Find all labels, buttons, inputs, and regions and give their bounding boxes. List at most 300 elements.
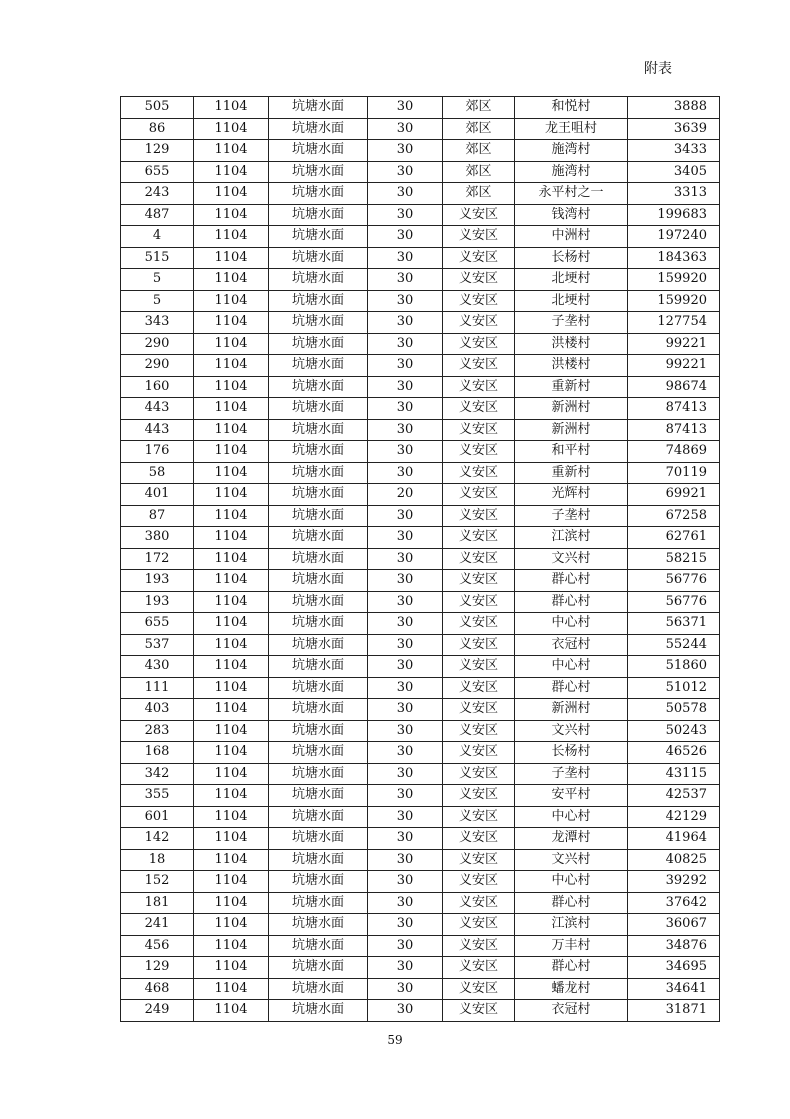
cell-code: 1104 bbox=[194, 204, 269, 226]
cell-id: 193 bbox=[121, 570, 194, 592]
cell-district: 义安区 bbox=[443, 204, 515, 226]
cell-area: 197240 bbox=[628, 226, 720, 248]
table-row bbox=[121, 720, 720, 742]
cell-area: 50578 bbox=[628, 699, 720, 721]
cell-village: 新洲村 bbox=[515, 398, 628, 420]
cell-id: 342 bbox=[121, 763, 194, 785]
cell-village: 重新村 bbox=[515, 376, 628, 398]
cell-land-type: 坑塘水面 bbox=[269, 226, 368, 248]
cell-code: 1104 bbox=[194, 1000, 269, 1022]
cell-id: 283 bbox=[121, 720, 194, 742]
cell-value: 30 bbox=[368, 376, 443, 398]
cell-code: 1104 bbox=[194, 333, 269, 355]
cell-land-type: 坑塘水面 bbox=[269, 742, 368, 764]
cell-village: 中心村 bbox=[515, 656, 628, 678]
cell-district: 义安区 bbox=[443, 591, 515, 613]
cell-id: 249 bbox=[121, 1000, 194, 1022]
table-row bbox=[121, 763, 720, 785]
cell-village: 群心村 bbox=[515, 591, 628, 613]
cell-district: 义安区 bbox=[443, 892, 515, 914]
cell-area: 51012 bbox=[628, 677, 720, 699]
cell-area: 127754 bbox=[628, 312, 720, 334]
cell-district: 义安区 bbox=[443, 806, 515, 828]
cell-id: 181 bbox=[121, 892, 194, 914]
cell-land-type: 坑塘水面 bbox=[269, 849, 368, 871]
cell-code: 1104 bbox=[194, 828, 269, 850]
cell-area: 3405 bbox=[628, 161, 720, 183]
cell-id: 537 bbox=[121, 634, 194, 656]
cell-value: 30 bbox=[368, 441, 443, 463]
cell-area: 74869 bbox=[628, 441, 720, 463]
cell-code: 1104 bbox=[194, 634, 269, 656]
cell-value: 30 bbox=[368, 742, 443, 764]
cell-district: 义安区 bbox=[443, 247, 515, 269]
table-row bbox=[121, 957, 720, 979]
cell-land-type: 坑塘水面 bbox=[269, 505, 368, 527]
cell-village: 长杨村 bbox=[515, 247, 628, 269]
table-row bbox=[121, 806, 720, 828]
cell-village: 新洲村 bbox=[515, 419, 628, 441]
cell-area: 37642 bbox=[628, 892, 720, 914]
cell-id: 152 bbox=[121, 871, 194, 893]
cell-value: 30 bbox=[368, 140, 443, 162]
cell-district: 郊区 bbox=[443, 97, 515, 119]
cell-village: 和悦村 bbox=[515, 97, 628, 119]
cell-code: 1104 bbox=[194, 742, 269, 764]
cell-land-type: 坑塘水面 bbox=[269, 548, 368, 570]
cell-code: 1104 bbox=[194, 548, 269, 570]
cell-id: 505 bbox=[121, 97, 194, 119]
cell-district: 郊区 bbox=[443, 161, 515, 183]
cell-value: 30 bbox=[368, 290, 443, 312]
cell-district: 义安区 bbox=[443, 742, 515, 764]
table-row bbox=[121, 183, 720, 205]
cell-area: 58215 bbox=[628, 548, 720, 570]
table-row bbox=[121, 312, 720, 334]
cell-value: 30 bbox=[368, 699, 443, 721]
table-row bbox=[121, 269, 720, 291]
table-row bbox=[121, 204, 720, 226]
cell-value: 30 bbox=[368, 785, 443, 807]
table-row bbox=[121, 656, 720, 678]
cell-land-type: 坑塘水面 bbox=[269, 785, 368, 807]
cell-area: 184363 bbox=[628, 247, 720, 269]
cell-value: 30 bbox=[368, 957, 443, 979]
cell-area: 39292 bbox=[628, 871, 720, 893]
cell-id: 355 bbox=[121, 785, 194, 807]
cell-id: 58 bbox=[121, 462, 194, 484]
cell-value: 30 bbox=[368, 247, 443, 269]
table-body bbox=[121, 97, 720, 1022]
cell-value: 30 bbox=[368, 828, 443, 850]
cell-village: 文兴村 bbox=[515, 849, 628, 871]
cell-code: 1104 bbox=[194, 398, 269, 420]
cell-district: 义安区 bbox=[443, 548, 515, 570]
cell-village: 江滨村 bbox=[515, 914, 628, 936]
cell-code: 1104 bbox=[194, 806, 269, 828]
cell-land-type: 坑塘水面 bbox=[269, 290, 368, 312]
cell-value: 30 bbox=[368, 871, 443, 893]
cell-id: 4 bbox=[121, 226, 194, 248]
cell-code: 1104 bbox=[194, 441, 269, 463]
cell-village: 衣冠村 bbox=[515, 634, 628, 656]
cell-id: 380 bbox=[121, 527, 194, 549]
cell-area: 3888 bbox=[628, 97, 720, 119]
cell-village: 中心村 bbox=[515, 806, 628, 828]
cell-value: 30 bbox=[368, 720, 443, 742]
cell-district: 郊区 bbox=[443, 118, 515, 140]
cell-land-type: 坑塘水面 bbox=[269, 183, 368, 205]
cell-id: 18 bbox=[121, 849, 194, 871]
cell-area: 43115 bbox=[628, 763, 720, 785]
table-row bbox=[121, 914, 720, 936]
cell-district: 义安区 bbox=[443, 1000, 515, 1022]
cell-village: 文兴村 bbox=[515, 548, 628, 570]
cell-code: 1104 bbox=[194, 656, 269, 678]
cell-id: 172 bbox=[121, 548, 194, 570]
cell-code: 1104 bbox=[194, 484, 269, 506]
cell-id: 515 bbox=[121, 247, 194, 269]
cell-value: 30 bbox=[368, 97, 443, 119]
cell-value: 30 bbox=[368, 935, 443, 957]
cell-land-type: 坑塘水面 bbox=[269, 720, 368, 742]
cell-id: 290 bbox=[121, 355, 194, 377]
cell-village: 万丰村 bbox=[515, 935, 628, 957]
cell-id: 443 bbox=[121, 419, 194, 441]
cell-district: 义安区 bbox=[443, 634, 515, 656]
table-row bbox=[121, 849, 720, 871]
cell-code: 1104 bbox=[194, 677, 269, 699]
cell-code: 1104 bbox=[194, 226, 269, 248]
cell-code: 1104 bbox=[194, 290, 269, 312]
cell-code: 1104 bbox=[194, 527, 269, 549]
cell-code: 1104 bbox=[194, 978, 269, 1000]
cell-code: 1104 bbox=[194, 613, 269, 635]
cell-village: 群心村 bbox=[515, 957, 628, 979]
cell-village: 北埂村 bbox=[515, 290, 628, 312]
cell-id: 86 bbox=[121, 118, 194, 140]
table-row bbox=[121, 398, 720, 420]
table-row bbox=[121, 97, 720, 119]
cell-land-type: 坑塘水面 bbox=[269, 441, 368, 463]
cell-value: 30 bbox=[368, 333, 443, 355]
cell-village: 施湾村 bbox=[515, 140, 628, 162]
cell-district: 义安区 bbox=[443, 527, 515, 549]
table-row bbox=[121, 441, 720, 463]
cell-district: 义安区 bbox=[443, 613, 515, 635]
cell-district: 义安区 bbox=[443, 763, 515, 785]
table-row bbox=[121, 613, 720, 635]
cell-code: 1104 bbox=[194, 419, 269, 441]
cell-id: 5 bbox=[121, 269, 194, 291]
cell-code: 1104 bbox=[194, 183, 269, 205]
cell-code: 1104 bbox=[194, 462, 269, 484]
table-row bbox=[121, 677, 720, 699]
cell-land-type: 坑塘水面 bbox=[269, 333, 368, 355]
cell-code: 1104 bbox=[194, 849, 269, 871]
cell-area: 56776 bbox=[628, 591, 720, 613]
cell-village: 龙潭村 bbox=[515, 828, 628, 850]
cell-id: 401 bbox=[121, 484, 194, 506]
cell-id: 487 bbox=[121, 204, 194, 226]
cell-id: 129 bbox=[121, 957, 194, 979]
table-row bbox=[121, 871, 720, 893]
cell-area: 159920 bbox=[628, 290, 720, 312]
cell-value: 30 bbox=[368, 591, 443, 613]
cell-land-type: 坑塘水面 bbox=[269, 161, 368, 183]
cell-village: 子垄村 bbox=[515, 763, 628, 785]
cell-land-type: 坑塘水面 bbox=[269, 677, 368, 699]
cell-code: 1104 bbox=[194, 570, 269, 592]
table-row bbox=[121, 699, 720, 721]
cell-land-type: 坑塘水面 bbox=[269, 269, 368, 291]
cell-district: 义安区 bbox=[443, 699, 515, 721]
cell-village: 安平村 bbox=[515, 785, 628, 807]
cell-area: 3313 bbox=[628, 183, 720, 205]
cell-village: 洪楼村 bbox=[515, 355, 628, 377]
cell-code: 1104 bbox=[194, 376, 269, 398]
cell-value: 30 bbox=[368, 1000, 443, 1022]
cell-area: 87413 bbox=[628, 398, 720, 420]
cell-village: 江滨村 bbox=[515, 527, 628, 549]
table-row bbox=[121, 333, 720, 355]
cell-land-type: 坑塘水面 bbox=[269, 828, 368, 850]
cell-village: 群心村 bbox=[515, 677, 628, 699]
cell-area: 99221 bbox=[628, 333, 720, 355]
cell-district: 义安区 bbox=[443, 978, 515, 1000]
cell-id: 168 bbox=[121, 742, 194, 764]
table-row bbox=[121, 355, 720, 377]
cell-value: 30 bbox=[368, 226, 443, 248]
cell-village: 施湾村 bbox=[515, 161, 628, 183]
cell-village: 中心村 bbox=[515, 613, 628, 635]
cell-village: 衣冠村 bbox=[515, 1000, 628, 1022]
table-row bbox=[121, 591, 720, 613]
cell-village: 钱湾村 bbox=[515, 204, 628, 226]
cell-land-type: 坑塘水面 bbox=[269, 591, 368, 613]
cell-area: 3639 bbox=[628, 118, 720, 140]
cell-district: 义安区 bbox=[443, 785, 515, 807]
cell-area: 62761 bbox=[628, 527, 720, 549]
cell-district: 义安区 bbox=[443, 505, 515, 527]
cell-land-type: 坑塘水面 bbox=[269, 656, 368, 678]
cell-district: 义安区 bbox=[443, 462, 515, 484]
cell-code: 1104 bbox=[194, 140, 269, 162]
cell-code: 1104 bbox=[194, 892, 269, 914]
cell-land-type: 坑塘水面 bbox=[269, 613, 368, 635]
cell-land-type: 坑塘水面 bbox=[269, 914, 368, 936]
cell-district: 义安区 bbox=[443, 312, 515, 334]
cell-value: 30 bbox=[368, 183, 443, 205]
cell-id: 176 bbox=[121, 441, 194, 463]
cell-district: 义安区 bbox=[443, 849, 515, 871]
cell-land-type: 坑塘水面 bbox=[269, 935, 368, 957]
cell-area: 36067 bbox=[628, 914, 720, 936]
data-table bbox=[120, 96, 720, 1022]
cell-village: 群心村 bbox=[515, 570, 628, 592]
cell-id: 456 bbox=[121, 935, 194, 957]
cell-district: 郊区 bbox=[443, 140, 515, 162]
cell-area: 51860 bbox=[628, 656, 720, 678]
cell-land-type: 坑塘水面 bbox=[269, 634, 368, 656]
cell-area: 199683 bbox=[628, 204, 720, 226]
table-row bbox=[121, 161, 720, 183]
cell-id: 468 bbox=[121, 978, 194, 1000]
cell-area: 67258 bbox=[628, 505, 720, 527]
cell-district: 义安区 bbox=[443, 398, 515, 420]
cell-district: 义安区 bbox=[443, 677, 515, 699]
cell-area: 56371 bbox=[628, 613, 720, 635]
cell-value: 30 bbox=[368, 978, 443, 1000]
cell-village: 群心村 bbox=[515, 892, 628, 914]
table-row bbox=[121, 376, 720, 398]
cell-value: 30 bbox=[368, 677, 443, 699]
cell-village: 子垄村 bbox=[515, 505, 628, 527]
cell-village: 中洲村 bbox=[515, 226, 628, 248]
table-row bbox=[121, 527, 720, 549]
cell-district: 义安区 bbox=[443, 871, 515, 893]
cell-land-type: 坑塘水面 bbox=[269, 957, 368, 979]
cell-code: 1104 bbox=[194, 935, 269, 957]
cell-code: 1104 bbox=[194, 763, 269, 785]
table-row bbox=[121, 978, 720, 1000]
cell-value: 30 bbox=[368, 656, 443, 678]
cell-land-type: 坑塘水面 bbox=[269, 462, 368, 484]
cell-value: 30 bbox=[368, 312, 443, 334]
cell-district: 义安区 bbox=[443, 290, 515, 312]
cell-id: 5 bbox=[121, 290, 194, 312]
cell-code: 1104 bbox=[194, 312, 269, 334]
table-row bbox=[121, 742, 720, 764]
cell-id: 129 bbox=[121, 140, 194, 162]
table-row bbox=[121, 828, 720, 850]
cell-area: 87413 bbox=[628, 419, 720, 441]
cell-area: 46526 bbox=[628, 742, 720, 764]
cell-code: 1104 bbox=[194, 957, 269, 979]
cell-id: 430 bbox=[121, 656, 194, 678]
page-header-label: 附表 bbox=[644, 61, 672, 77]
cell-village: 子垄村 bbox=[515, 312, 628, 334]
cell-village: 龙王咀村 bbox=[515, 118, 628, 140]
table-row bbox=[121, 247, 720, 269]
cell-value: 30 bbox=[368, 892, 443, 914]
cell-land-type: 坑塘水面 bbox=[269, 570, 368, 592]
cell-land-type: 坑塘水面 bbox=[269, 247, 368, 269]
cell-land-type: 坑塘水面 bbox=[269, 1000, 368, 1022]
table-row bbox=[121, 226, 720, 248]
cell-village: 新洲村 bbox=[515, 699, 628, 721]
cell-district: 义安区 bbox=[443, 570, 515, 592]
cell-district: 义安区 bbox=[443, 935, 515, 957]
cell-area: 3433 bbox=[628, 140, 720, 162]
cell-value: 30 bbox=[368, 118, 443, 140]
cell-code: 1104 bbox=[194, 699, 269, 721]
cell-village: 长杨村 bbox=[515, 742, 628, 764]
cell-id: 655 bbox=[121, 161, 194, 183]
cell-value: 30 bbox=[368, 505, 443, 527]
cell-district: 义安区 bbox=[443, 376, 515, 398]
cell-land-type: 坑塘水面 bbox=[269, 892, 368, 914]
cell-district: 义安区 bbox=[443, 333, 515, 355]
cell-id: 443 bbox=[121, 398, 194, 420]
cell-code: 1104 bbox=[194, 269, 269, 291]
cell-id: 290 bbox=[121, 333, 194, 355]
cell-value: 30 bbox=[368, 355, 443, 377]
cell-value: 30 bbox=[368, 763, 443, 785]
cell-value: 30 bbox=[368, 204, 443, 226]
table-row bbox=[121, 484, 720, 506]
cell-land-type: 坑塘水面 bbox=[269, 376, 368, 398]
cell-district: 义安区 bbox=[443, 441, 515, 463]
table-row bbox=[121, 419, 720, 441]
cell-code: 1104 bbox=[194, 118, 269, 140]
cell-value: 30 bbox=[368, 634, 443, 656]
cell-code: 1104 bbox=[194, 785, 269, 807]
cell-id: 193 bbox=[121, 591, 194, 613]
cell-land-type: 坑塘水面 bbox=[269, 419, 368, 441]
cell-area: 34695 bbox=[628, 957, 720, 979]
cell-land-type: 坑塘水面 bbox=[269, 699, 368, 721]
table-row bbox=[121, 548, 720, 570]
cell-district: 义安区 bbox=[443, 269, 515, 291]
cell-land-type: 坑塘水面 bbox=[269, 806, 368, 828]
cell-area: 159920 bbox=[628, 269, 720, 291]
table-row bbox=[121, 462, 720, 484]
cell-id: 601 bbox=[121, 806, 194, 828]
cell-id: 111 bbox=[121, 677, 194, 699]
cell-area: 42129 bbox=[628, 806, 720, 828]
cell-id: 343 bbox=[121, 312, 194, 334]
cell-village: 重新村 bbox=[515, 462, 628, 484]
cell-id: 241 bbox=[121, 914, 194, 936]
cell-area: 98674 bbox=[628, 376, 720, 398]
page-number: 59 bbox=[387, 1033, 403, 1047]
cell-area: 34641 bbox=[628, 978, 720, 1000]
cell-code: 1104 bbox=[194, 591, 269, 613]
cell-village: 和平村 bbox=[515, 441, 628, 463]
cell-district: 义安区 bbox=[443, 720, 515, 742]
cell-area: 42537 bbox=[628, 785, 720, 807]
cell-land-type: 坑塘水面 bbox=[269, 140, 368, 162]
cell-area: 55244 bbox=[628, 634, 720, 656]
cell-value: 30 bbox=[368, 462, 443, 484]
cell-district: 义安区 bbox=[443, 656, 515, 678]
cell-area: 41964 bbox=[628, 828, 720, 850]
cell-district: 义安区 bbox=[443, 957, 515, 979]
cell-id: 655 bbox=[121, 613, 194, 635]
cell-value: 20 bbox=[368, 484, 443, 506]
cell-land-type: 坑塘水面 bbox=[269, 484, 368, 506]
cell-value: 30 bbox=[368, 570, 443, 592]
table-row bbox=[121, 785, 720, 807]
cell-value: 30 bbox=[368, 161, 443, 183]
cell-value: 30 bbox=[368, 398, 443, 420]
cell-value: 30 bbox=[368, 419, 443, 441]
cell-id: 243 bbox=[121, 183, 194, 205]
cell-area: 56776 bbox=[628, 570, 720, 592]
table-row bbox=[121, 935, 720, 957]
cell-value: 30 bbox=[368, 269, 443, 291]
table-row bbox=[121, 634, 720, 656]
cell-value: 30 bbox=[368, 914, 443, 936]
table-row bbox=[121, 505, 720, 527]
cell-code: 1104 bbox=[194, 161, 269, 183]
cell-id: 142 bbox=[121, 828, 194, 850]
cell-value: 30 bbox=[368, 527, 443, 549]
cell-land-type: 坑塘水面 bbox=[269, 527, 368, 549]
cell-area: 70119 bbox=[628, 462, 720, 484]
cell-code: 1104 bbox=[194, 247, 269, 269]
